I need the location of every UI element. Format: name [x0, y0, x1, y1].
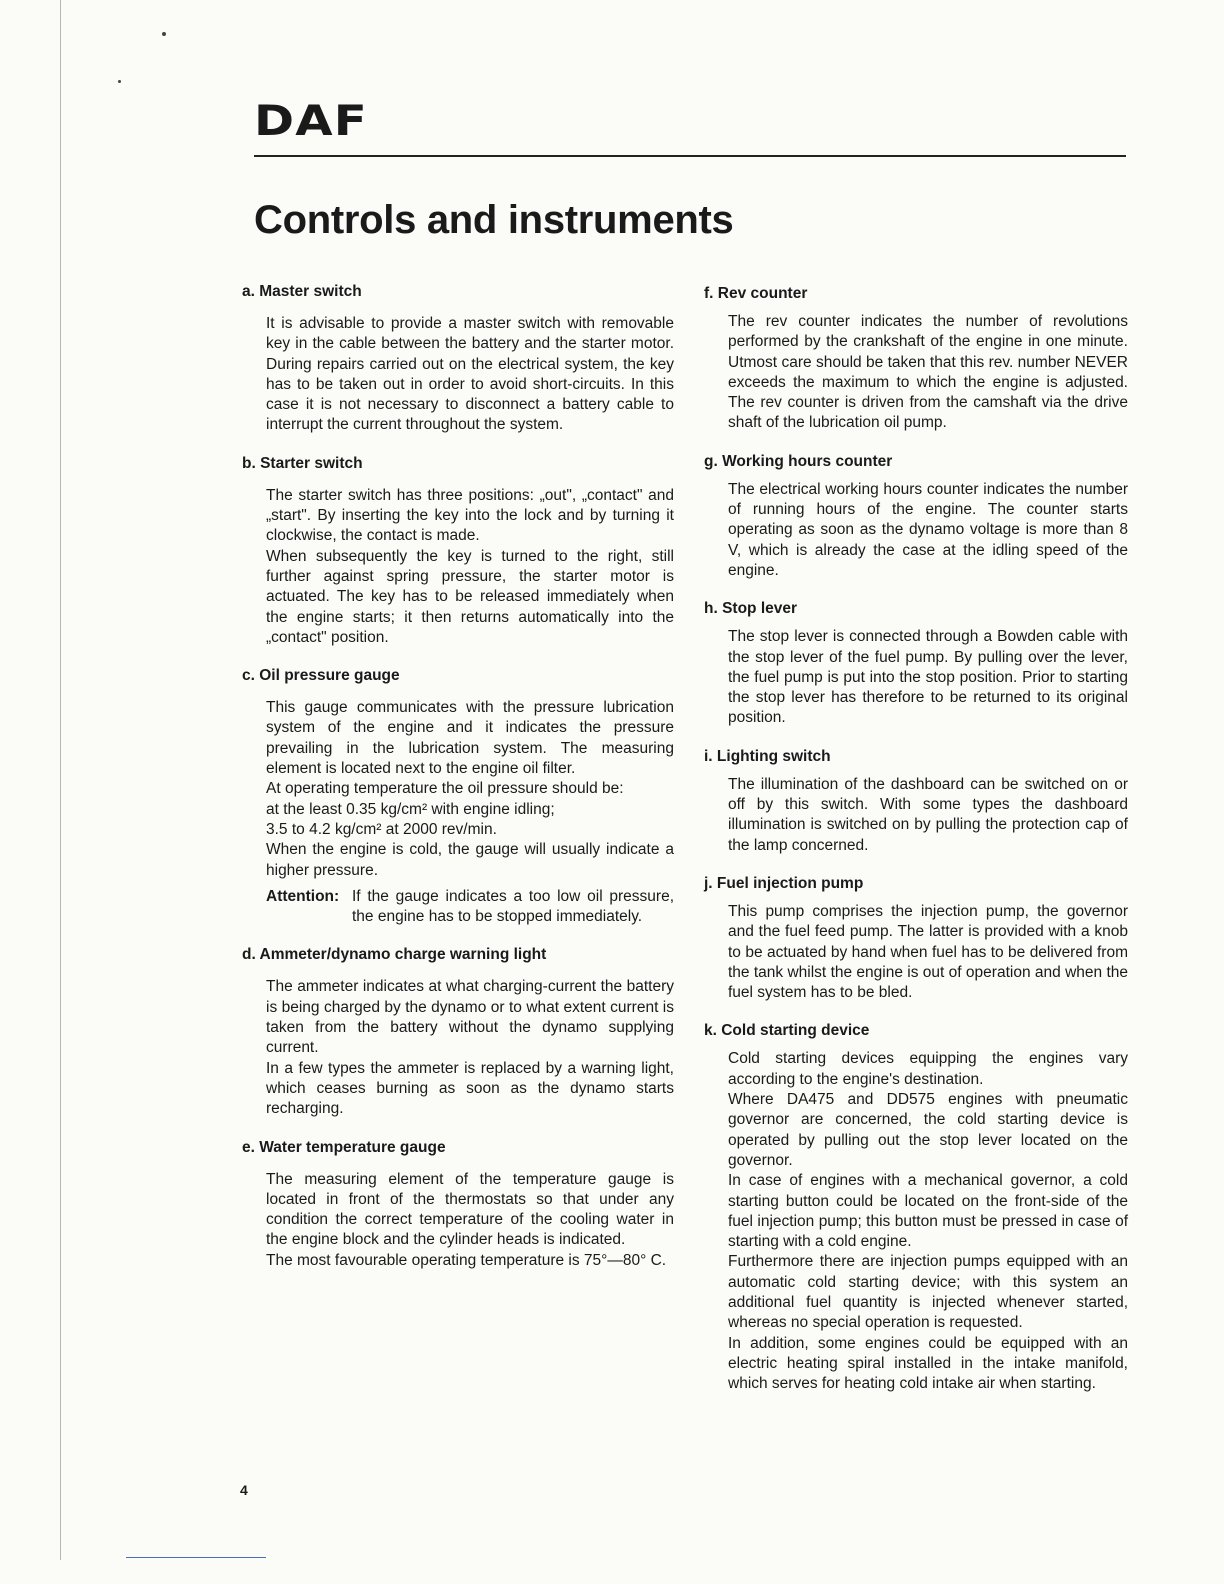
right-column [704, 284, 1128, 1412]
section-heading: a. Master switch [242, 283, 362, 300]
section-cold-starting-device [704, 1021, 1128, 1394]
paragraph: 3.5 to 4.2 kg/cm² at 2000 rev/min. [266, 820, 497, 838]
section-body [728, 480, 1128, 581]
paragraph: This pump comprises the injection pump, the governor and the fuel feed pump. The latter is provided with a knob to be actuated by hand when fuel has to be delivered from the tank whilst the engine is out of operation and when the fuel system has to be bled. [728, 902, 1128, 1002]
paragraph: The most favourable operating temperature is 75°—80° C. [266, 1251, 667, 1269]
paragraph: Cold starting devices equipping the engines vary according to the engine's destination. [728, 1050, 1128, 1088]
paragraph: The starter switch has three positions: „out", „contact" and „start". By inserting the key into the lock and by turning it clockwise, the contact is made. [266, 486, 674, 545]
section-heading: k. Cold starting device [704, 1022, 870, 1040]
section-heading: g. Working hours counter [704, 452, 893, 470]
section-fuel-injection-pump [704, 874, 1128, 1003]
page-title: Controls and instruments [254, 198, 734, 242]
section-rev-counter [704, 284, 1128, 434]
section-heading: d. Ammeter/dynamo charge warning light [242, 946, 547, 964]
footer-line [126, 1557, 266, 1558]
paragraph: The illumination of the dashboard can be switched on or off by this switch. With some types the dashboard illumination is switched on by pulling the protection cap of the lamp concerned. [728, 775, 1128, 854]
section-body [266, 698, 674, 927]
attention-note [266, 887, 674, 928]
section-heading: b. Starter switch [242, 454, 363, 472]
paragraph: The rev counter indicates the number of revolutions performed by the crankshaft of the engine in one minute. Utmost care should be taken that this rev. number NEVER exceeds the maximum to which the engine is adjusted. The rev counter is driven from the camshaft via the drive shaft of the lubrication oil pump. [728, 313, 1128, 432]
section-body [728, 902, 1128, 1003]
binding-edge-line [60, 0, 61, 1560]
section-body [728, 1049, 1128, 1394]
header-rule [254, 155, 1126, 157]
paragraph: The measuring element of the temperature gauge is located in front of the thermostats so that under any condition the correct temperature of the cooling water in the engine block and the cylinder heads is indicated. [266, 1170, 674, 1249]
paragraph: at the least 0.35 kg/cm² with engine idling; [266, 800, 555, 818]
section-oil-pressure-gauge [242, 666, 674, 927]
paragraph: The ammeter indicates at what charging-current the battery is being charged by the dynamo or to what extent current is taken from the battery without the dynamo supplying current. [266, 978, 674, 1057]
section-heading: f. Rev counter [704, 285, 808, 302]
section-heading: i. Lighting switch [704, 747, 831, 765]
section-ammeter [242, 945, 674, 1119]
section-lighting-switch [704, 747, 1128, 856]
section-body [266, 977, 674, 1119]
paragraph: In case of engines with a mechanical governor, a cold starting button could be located on the front-side of the fuel injection pump; this button must be pressed in case of starting with a cold engine. [728, 1172, 1128, 1251]
paragraph: Furthermore there are injection pumps equipped with an automatic cold starting device; with this system an additional fuel quantity is injected whenever started, whereas no special operation is requested. [728, 1253, 1128, 1332]
section-stop-lever [704, 599, 1128, 728]
paragraph: It is advisable to provide a master switch with removable key in the cable between the battery and the starter motor. During repairs carried out on the electrical system, the key has to be taken out in order to avoid short-circuits. In this case it is not necessary to disconnect a battery cable to interrupt the current throughout the system. [266, 315, 674, 434]
section-body [266, 1170, 674, 1271]
paragraph: The electrical working hours counter indicates the number of running hours of the engine. The counter starts operating as soon as the dynamo voltage is more than 8 V, which is already the case at the idling speed of the engine. [728, 480, 1128, 579]
paragraph: At operating temperature the oil pressure should be: [266, 780, 624, 798]
section-master-switch [242, 282, 674, 436]
section-body [266, 486, 674, 648]
attention-text: If the gauge indicates a too low oil pressure, the engine has to be stopped immediately. [352, 887, 674, 926]
section-working-hours-counter [704, 452, 1128, 581]
section-heading: c. Oil pressure gauge [242, 667, 400, 685]
page-number: 4 [240, 1482, 248, 1498]
paragraph: In a few types the ammeter is replaced by a warning light, which ceases burning as soon as the dynamo starts recharging. [266, 1059, 674, 1118]
paragraph: The stop lever is connected through a Bowden cable with the stop lever of the fuel pump. By pulling over the lever, the fuel pump is put into the stop position. Prior to starting the stop lever has therefore to be returned to its original position. [728, 628, 1128, 727]
paragraph: When the engine is cold, the gauge will usually indicate a higher pressure. [266, 841, 674, 879]
left-column [242, 282, 674, 1289]
paragraph: Where DA475 and DD575 engines with pneumatic governor are concerned, the cold starting device is operated by pulling out the stop lever located on the governor. [728, 1091, 1128, 1169]
paragraph: This gauge communicates with the pressure lubrication system of the engine and it indicates the pressure prevailing in the lubrication system. The measuring element is located next to the engine oil filter. [266, 699, 674, 778]
section-heading: j. Fuel injection pump [704, 874, 864, 892]
section-heading: h. Stop lever [704, 600, 798, 618]
section-heading: e. Water temperature gauge [242, 1138, 446, 1156]
section-body [728, 627, 1128, 728]
section-water-temperature-gauge [242, 1138, 674, 1271]
paragraph: In addition, some engines could be equipped with an electric heating spiral installed in the intake manifold, which serves for heating cold intake air when starting. [728, 1334, 1128, 1393]
brand-logo: DAF [254, 96, 368, 145]
section-starter-switch [242, 454, 674, 648]
scan-speck [118, 80, 121, 83]
attention-label: Attention: [266, 887, 340, 905]
section-body [728, 775, 1128, 856]
scan-speck [162, 32, 166, 36]
paragraph: When subsequently the key is turned to the right, still further against spring pressure, the starter motor is actuated. The key has to be released immediately when the engine starts; it then returns automatically into the „contact" position. [266, 547, 674, 646]
section-body [728, 312, 1128, 434]
section-body [266, 314, 674, 436]
